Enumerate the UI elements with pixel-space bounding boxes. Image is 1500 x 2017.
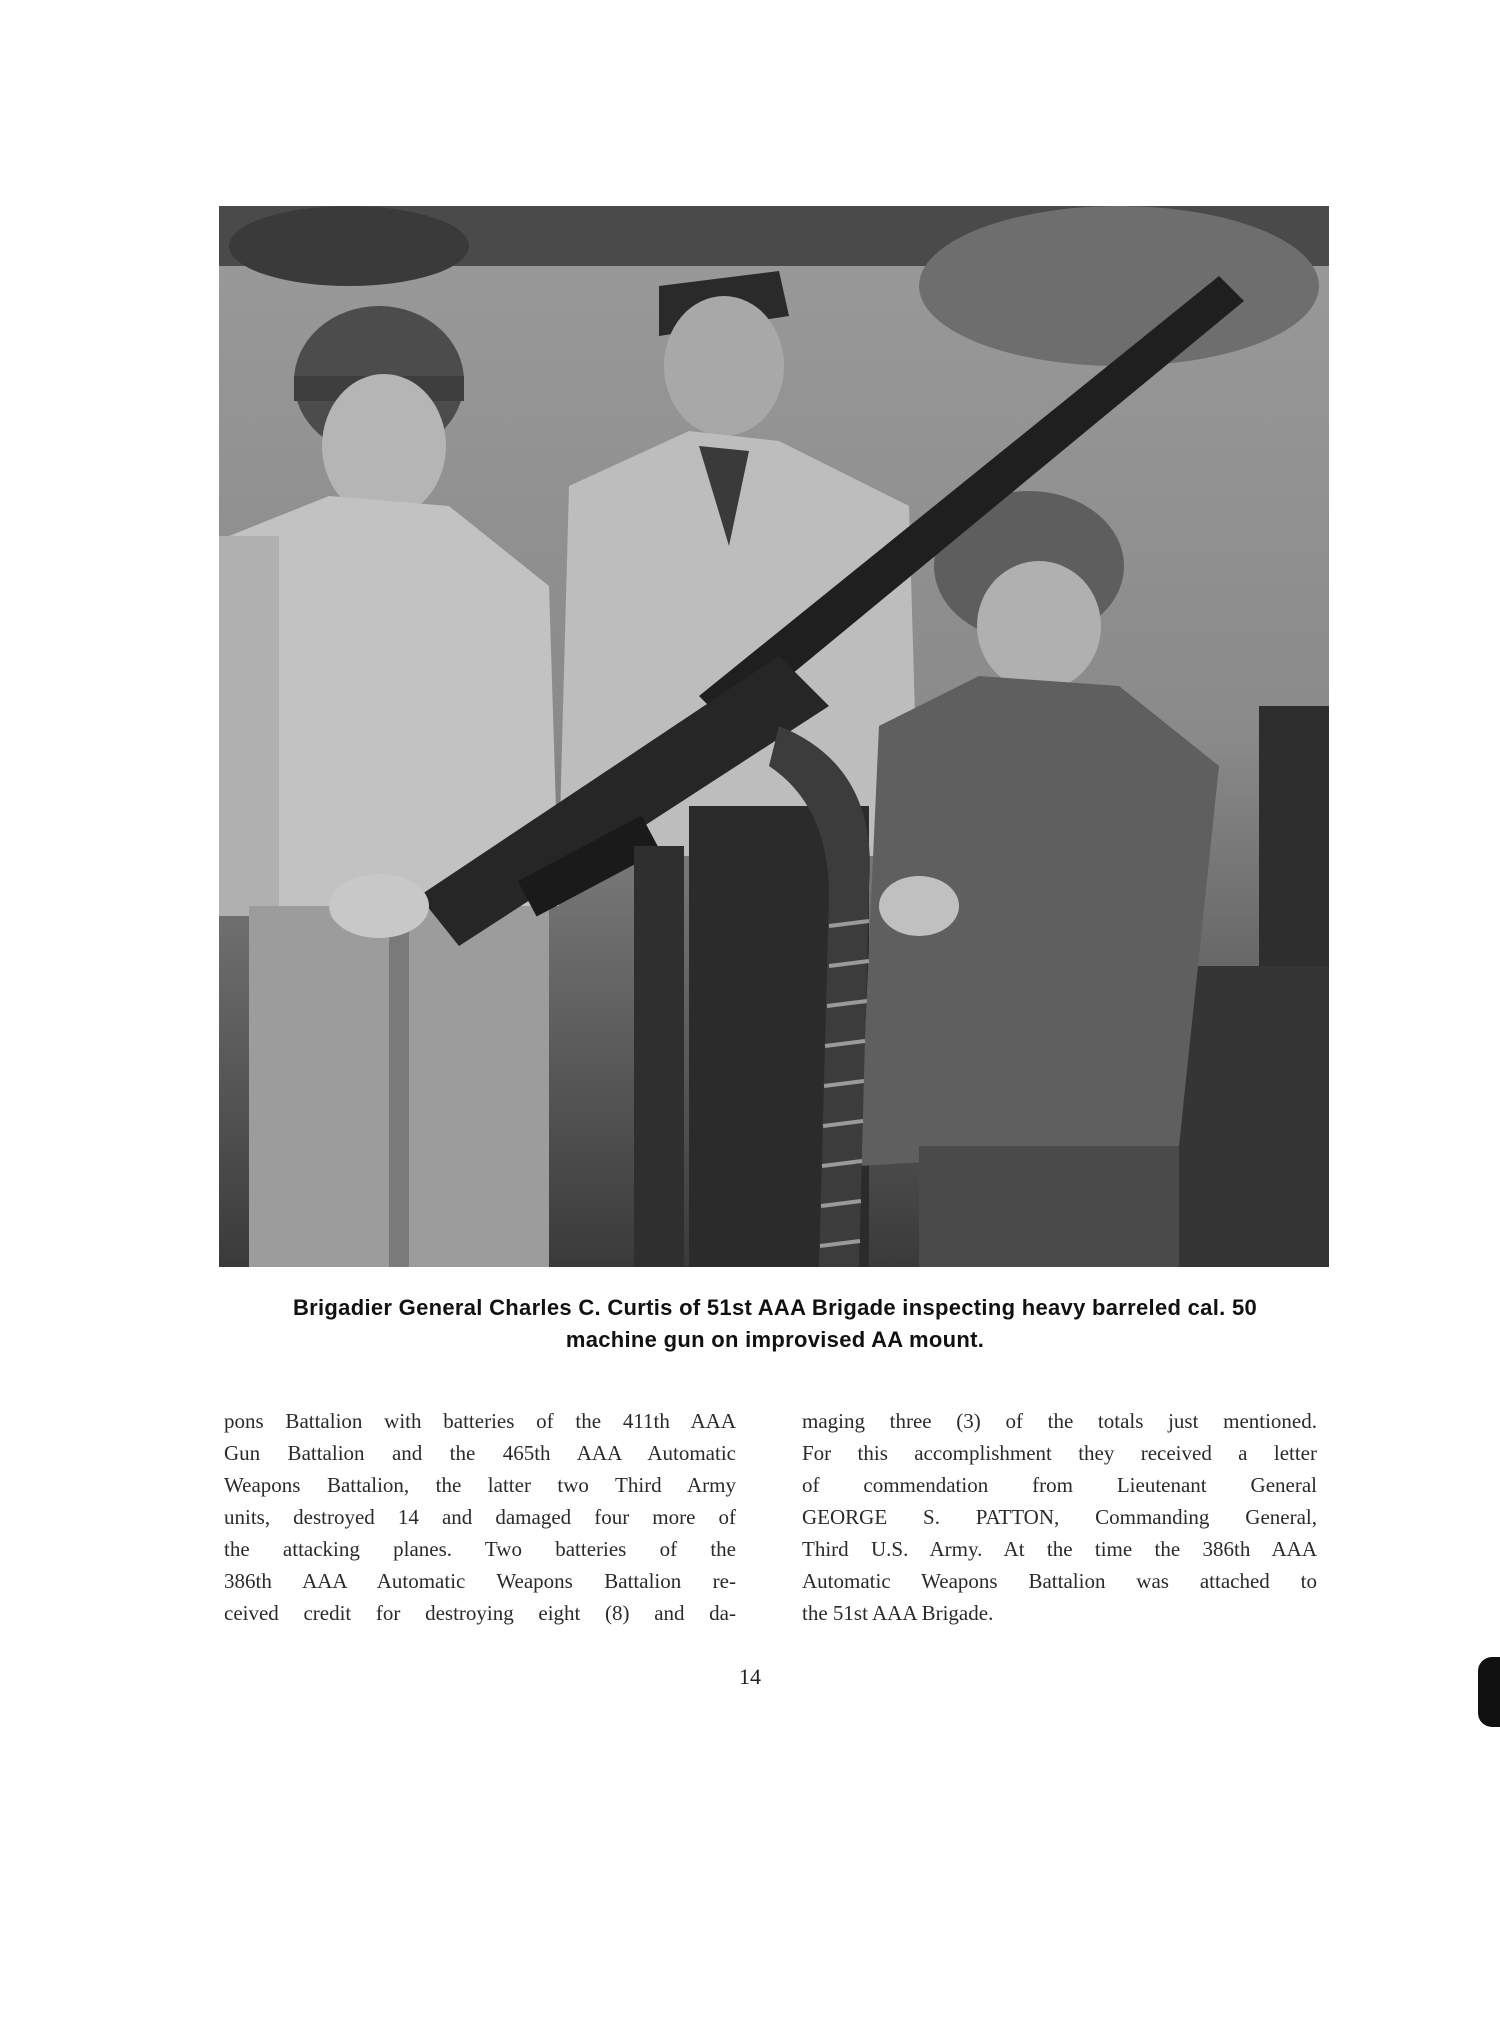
- text-line: For this accomplishment they received a letter: [802, 1441, 1317, 1465]
- photo-illustration: [219, 206, 1329, 1267]
- text-line: Gun Battalion and the 465th AAA Automatic: [224, 1441, 736, 1465]
- text-line: Weapons Battalion, the latter two Third Army: [224, 1473, 736, 1497]
- page-number: 14: [739, 1664, 761, 1689]
- text-line: the 51st AAA Brigade.: [802, 1601, 994, 1625]
- text-line: ceived credit for destroying eight (8) and da-: [224, 1601, 736, 1625]
- caption-line-2: machine gun on improvised AA mount.: [565, 1327, 985, 1352]
- text-line: GEORGE S. PATTON, Commanding General,: [802, 1505, 1317, 1529]
- text-column-left: [224, 1405, 736, 1629]
- text-column-right: [802, 1405, 1317, 1629]
- text-line: the attacking planes. Two batteries of the: [224, 1537, 736, 1561]
- text-line: pons Battalion with batteries of the 411th AAA: [224, 1409, 736, 1433]
- scan-edge-mark: [1478, 1657, 1500, 1727]
- text-line: of commendation from Lieutenant General: [802, 1473, 1317, 1497]
- caption-line-1: Brigadier General Charles C. Curtis of 51st AAA Brigade inspecting heavy barreled cal. 50: [292, 1295, 1258, 1320]
- text-line: 386th AAA Automatic Weapons Battalion re-: [224, 1569, 736, 1593]
- text-line: Automatic Weapons Battalion was attached to: [802, 1569, 1317, 1593]
- text-line: Third U.S. Army. At the time the 386th AAA: [802, 1537, 1317, 1561]
- photo-caption: [250, 1292, 1300, 1356]
- text-line: units, destroyed 14 and damaged four more of: [224, 1505, 736, 1529]
- photograph-soldiers-machine-gun: [219, 206, 1329, 1267]
- text-line: maging three (3) of the totals just mentioned.: [802, 1409, 1317, 1433]
